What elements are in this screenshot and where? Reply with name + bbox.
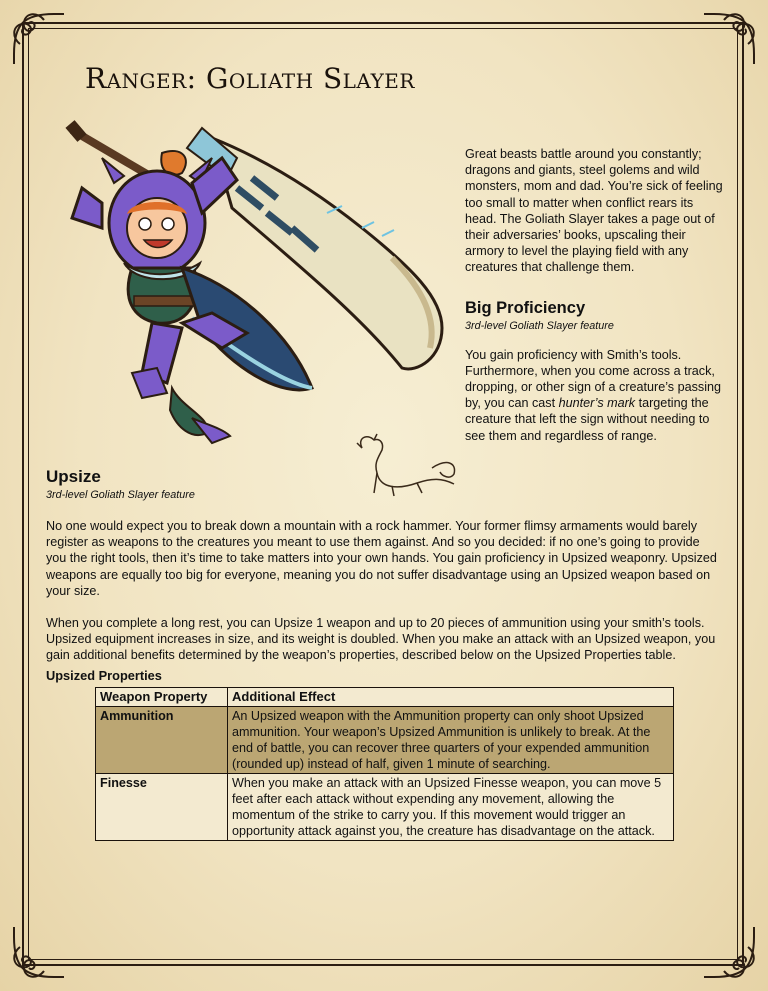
- upsized-properties-table: [95, 687, 674, 841]
- corner-ornament-icon: [4, 4, 66, 66]
- upsize-paragraph-2: When you complete a long rest, you can Upsize 1 weapon and up to 20 pieces of ammunition using your smith’s tools. Upsized equipment increases in size, and its weight is doubled. When you make an attack with an Upsized weapon, you gain additional benefits determined by the weapon’s properties, described below on the Upsized Properties table.: [46, 616, 716, 663]
- big-proficiency-feature-label: 3rd-level Goliath Slayer feature: [465, 319, 614, 332]
- right-column: [465, 146, 727, 444]
- upsize-feature-label: 3rd-level Goliath Slayer feature: [46, 489, 195, 501]
- big-proficiency-heading: Big Proficiency: [465, 298, 586, 317]
- column-header-property: Weapon Property: [96, 688, 228, 707]
- property-cell: Ammunition: [96, 707, 228, 774]
- corner-ornament-icon: [4, 925, 66, 987]
- table-row: [96, 707, 674, 774]
- upsize-heading: Upsize: [46, 467, 101, 486]
- corner-ornament-icon: [702, 925, 764, 987]
- big-proficiency-paragraph: [465, 347, 727, 444]
- hunters-mark-spell: hunter’s mark: [558, 396, 636, 411]
- effect-cell: An Upsized weapon with the Ammunition property can only shoot Upsized ammunition. Your weapon’s Upsized Ammunition is unlikely to break. At the end of battle, you can recover three quarters of your expended ammunition (rounded up) instead of half, given 1 minute of searching.: [228, 707, 674, 774]
- property-cell: Finesse: [96, 774, 228, 841]
- big-proficiency-text: You gain proficiency with Smith’s tools. Furthermore, when you come across a track, dropping, or other sign of a creature’s passing by, you can cast: [465, 347, 721, 411]
- table-header-row: [96, 688, 674, 707]
- big-proficiency-text-end: targeting the creature that left the sign without needing to see them and regardless of range.: [465, 396, 710, 443]
- intro-paragraph: Great beasts battle around you constantly; dragons and giants, steel golems and wild monsters, mom and dad. You’re sick of feeling too small to matter when conflict rears its head. The Goliath Slayer takes a page out of their adversaries’ books, upscaling their armory to level the playing field with any creatures that challenge them.: [465, 147, 723, 275]
- corner-ornament-icon: [702, 4, 764, 66]
- effect-cell: When you make an attack with an Upsized Finesse weapon, you can move 5 feet after each attack without expending any movement, allowing the momentum of the strike to carry you. If this movement would trigger an opportunity attack against you, the creature has disadvantage on the attack.: [228, 774, 674, 841]
- column-header-effect: Additional Effect: [228, 688, 674, 707]
- ranger-illustration: [62, 118, 457, 510]
- upsize-section: [46, 467, 722, 664]
- page-title: Ranger: Goliath Slayer: [85, 62, 415, 95]
- table-caption: Upsized Properties: [46, 668, 162, 683]
- upsize-paragraph-1: No one would expect you to break down a mountain with a rock hammer. Your former flimsy armaments would barely register as weapons to the creatures you meant to use them against. And so you decided: if no one’s going to provide you the right tools, then it’s time to take matters into your own hands. You gain proficiency in Upsized weaponry. Upsized weapons are equally too big for everyone, meaning you do not suffer disadvantage using an Upsized weapon based on your size.: [46, 519, 717, 598]
- table-row: [96, 774, 674, 841]
